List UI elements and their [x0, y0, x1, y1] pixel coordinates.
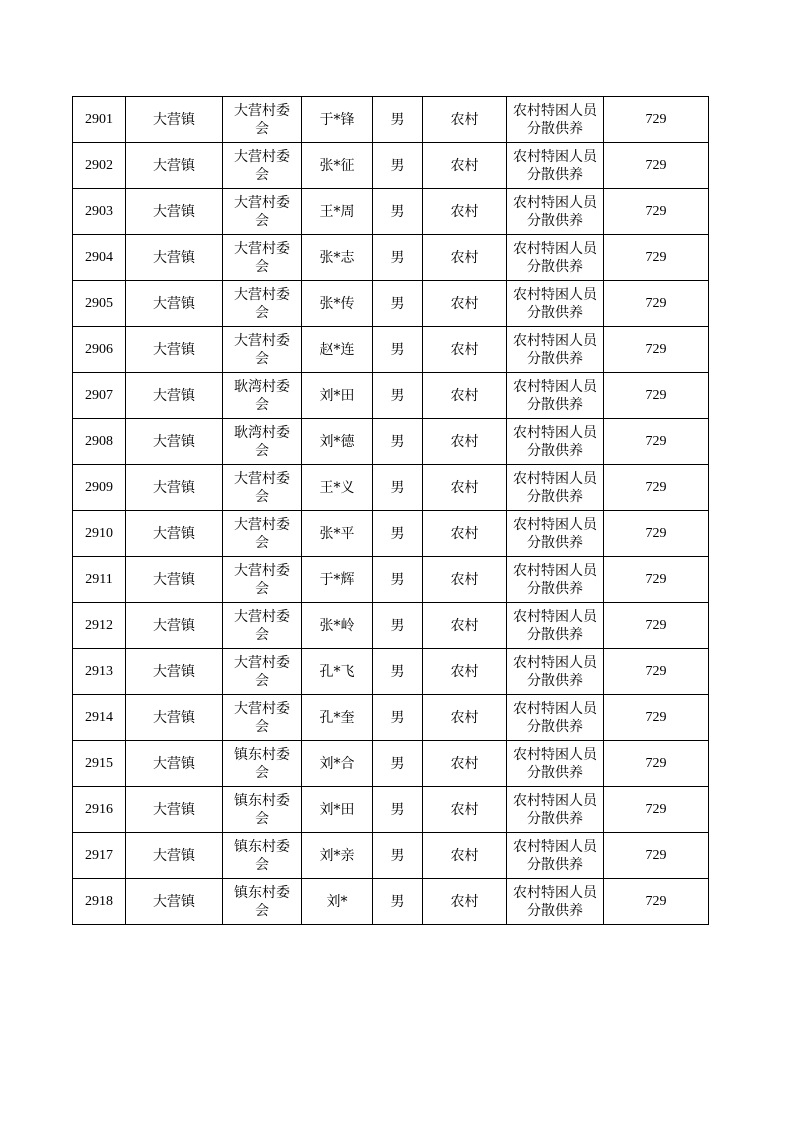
- person-name-cell: 张*平: [302, 511, 373, 557]
- person-name-cell: 刘*: [302, 879, 373, 925]
- person-name-cell: 王*周: [302, 189, 373, 235]
- area-type-cell: 农村: [423, 143, 507, 189]
- table-row: [73, 373, 709, 419]
- village-cell-text: 大营村委会: [234, 240, 290, 275]
- category-cell-text: 农村特困人员分散供养: [513, 608, 597, 643]
- amount-cell: 729: [604, 879, 709, 925]
- village-cell: [223, 511, 302, 557]
- table-row: [73, 419, 709, 465]
- category-cell: [507, 649, 604, 695]
- table-row: [73, 833, 709, 879]
- serial-number-cell: 2909: [73, 465, 126, 511]
- town-cell: 大营镇: [126, 189, 223, 235]
- town-cell: 大营镇: [126, 879, 223, 925]
- person-name-cell: 于*锋: [302, 97, 373, 143]
- town-cell: 大营镇: [126, 695, 223, 741]
- amount-cell: 729: [604, 787, 709, 833]
- village-cell: [223, 373, 302, 419]
- category-cell-text: 农村特困人员分散供养: [513, 424, 597, 459]
- village-cell-text: 大营村委会: [234, 562, 290, 597]
- gender-cell: 男: [373, 97, 423, 143]
- town-cell: 大营镇: [126, 741, 223, 787]
- serial-number-cell: 2903: [73, 189, 126, 235]
- gender-cell: 男: [373, 511, 423, 557]
- village-cell-text: 镇东村委会: [234, 884, 290, 919]
- village-cell-text: 镇东村委会: [234, 746, 290, 781]
- serial-number-cell: 2907: [73, 373, 126, 419]
- gender-cell: 男: [373, 557, 423, 603]
- amount-cell: 729: [604, 557, 709, 603]
- area-type-cell: 农村: [423, 557, 507, 603]
- town-cell: 大营镇: [126, 419, 223, 465]
- table-row: [73, 879, 709, 925]
- area-type-cell: 农村: [423, 327, 507, 373]
- table-row: [73, 327, 709, 373]
- serial-number-cell: 2917: [73, 833, 126, 879]
- person-name-cell: 刘*德: [302, 419, 373, 465]
- gender-cell: 男: [373, 833, 423, 879]
- village-cell: [223, 741, 302, 787]
- category-cell: [507, 97, 604, 143]
- serial-number-cell: 2908: [73, 419, 126, 465]
- gender-cell: 男: [373, 787, 423, 833]
- person-name-cell: 张*志: [302, 235, 373, 281]
- roster-table: [72, 96, 709, 925]
- village-cell: [223, 879, 302, 925]
- village-cell-text: 镇东村委会: [234, 792, 290, 827]
- category-cell: [507, 603, 604, 649]
- person-name-cell: 张*传: [302, 281, 373, 327]
- area-type-cell: 农村: [423, 511, 507, 557]
- person-name-cell: 孔*飞: [302, 649, 373, 695]
- village-cell: [223, 833, 302, 879]
- gender-cell: 男: [373, 327, 423, 373]
- table-row: [73, 465, 709, 511]
- serial-number-cell: 2916: [73, 787, 126, 833]
- amount-cell: 729: [604, 833, 709, 879]
- village-cell-text: 镇东村委会: [234, 838, 290, 873]
- table-row: [73, 741, 709, 787]
- person-name-cell: 孔*奎: [302, 695, 373, 741]
- category-cell: [507, 373, 604, 419]
- category-cell: [507, 465, 604, 511]
- serial-number-cell: 2905: [73, 281, 126, 327]
- village-cell-text: 耿湾村委会: [234, 378, 290, 413]
- village-cell-text: 大营村委会: [234, 102, 290, 137]
- gender-cell: 男: [373, 603, 423, 649]
- town-cell: 大营镇: [126, 143, 223, 189]
- area-type-cell: 农村: [423, 281, 507, 327]
- area-type-cell: 农村: [423, 649, 507, 695]
- area-type-cell: 农村: [423, 695, 507, 741]
- village-cell: [223, 189, 302, 235]
- serial-number-cell: 2913: [73, 649, 126, 695]
- gender-cell: 男: [373, 465, 423, 511]
- category-cell-text: 农村特困人员分散供养: [513, 102, 597, 137]
- table-row: [73, 603, 709, 649]
- roster-body: [73, 97, 709, 925]
- serial-number-cell: 2911: [73, 557, 126, 603]
- town-cell: 大营镇: [126, 235, 223, 281]
- serial-number-cell: 2901: [73, 97, 126, 143]
- gender-cell: 男: [373, 281, 423, 327]
- area-type-cell: 农村: [423, 465, 507, 511]
- area-type-cell: 农村: [423, 787, 507, 833]
- serial-number-cell: 2910: [73, 511, 126, 557]
- village-cell-text: 大营村委会: [234, 332, 290, 367]
- area-type-cell: 农村: [423, 373, 507, 419]
- town-cell: 大营镇: [126, 557, 223, 603]
- person-name-cell: 张*岭: [302, 603, 373, 649]
- amount-cell: 729: [604, 741, 709, 787]
- serial-number-cell: 2918: [73, 879, 126, 925]
- serial-number-cell: 2902: [73, 143, 126, 189]
- village-cell-text: 耿湾村委会: [234, 424, 290, 459]
- person-name-cell: 赵*连: [302, 327, 373, 373]
- table-row: [73, 511, 709, 557]
- area-type-cell: 农村: [423, 97, 507, 143]
- amount-cell: 729: [604, 603, 709, 649]
- town-cell: 大营镇: [126, 833, 223, 879]
- area-type-cell: 农村: [423, 741, 507, 787]
- category-cell-text: 农村特困人员分散供养: [513, 654, 597, 689]
- area-type-cell: 农村: [423, 419, 507, 465]
- village-cell: [223, 557, 302, 603]
- village-cell-text: 大营村委会: [234, 700, 290, 735]
- person-name-cell: 刘*田: [302, 787, 373, 833]
- category-cell-text: 农村特困人员分散供养: [513, 884, 597, 919]
- category-cell-text: 农村特困人员分散供养: [513, 332, 597, 367]
- gender-cell: 男: [373, 143, 423, 189]
- town-cell: 大营镇: [126, 511, 223, 557]
- person-name-cell: 于*辉: [302, 557, 373, 603]
- town-cell: 大营镇: [126, 281, 223, 327]
- category-cell: [507, 879, 604, 925]
- village-cell: [223, 787, 302, 833]
- area-type-cell: 农村: [423, 879, 507, 925]
- gender-cell: 男: [373, 419, 423, 465]
- category-cell: [507, 833, 604, 879]
- category-cell: [507, 557, 604, 603]
- category-cell-text: 农村特困人员分散供养: [513, 792, 597, 827]
- village-cell: [223, 603, 302, 649]
- gender-cell: 男: [373, 235, 423, 281]
- table-row: [73, 695, 709, 741]
- table-row: [73, 143, 709, 189]
- village-cell-text: 大营村委会: [234, 516, 290, 551]
- table-row: [73, 189, 709, 235]
- category-cell: [507, 327, 604, 373]
- town-cell: 大营镇: [126, 787, 223, 833]
- category-cell: [507, 189, 604, 235]
- category-cell-text: 农村特困人员分散供养: [513, 148, 597, 183]
- gender-cell: 男: [373, 879, 423, 925]
- town-cell: 大营镇: [126, 465, 223, 511]
- category-cell-text: 农村特困人员分散供养: [513, 470, 597, 505]
- category-cell-text: 农村特困人员分散供养: [513, 700, 597, 735]
- table-row: [73, 557, 709, 603]
- amount-cell: 729: [604, 235, 709, 281]
- category-cell: [507, 143, 604, 189]
- amount-cell: 729: [604, 511, 709, 557]
- category-cell-text: 农村特困人员分散供养: [513, 562, 597, 597]
- village-cell-text: 大营村委会: [234, 286, 290, 321]
- gender-cell: 男: [373, 695, 423, 741]
- gender-cell: 男: [373, 189, 423, 235]
- category-cell: [507, 419, 604, 465]
- town-cell: 大营镇: [126, 649, 223, 695]
- category-cell: [507, 511, 604, 557]
- amount-cell: 729: [604, 695, 709, 741]
- person-name-cell: 王*义: [302, 465, 373, 511]
- serial-number-cell: 2904: [73, 235, 126, 281]
- table-row: [73, 97, 709, 143]
- gender-cell: 男: [373, 741, 423, 787]
- serial-number-cell: 2915: [73, 741, 126, 787]
- amount-cell: 729: [604, 373, 709, 419]
- town-cell: 大营镇: [126, 97, 223, 143]
- village-cell: [223, 465, 302, 511]
- amount-cell: 729: [604, 97, 709, 143]
- town-cell: 大营镇: [126, 603, 223, 649]
- table-row: [73, 281, 709, 327]
- village-cell: [223, 695, 302, 741]
- amount-cell: 729: [604, 189, 709, 235]
- gender-cell: 男: [373, 373, 423, 419]
- village-cell: [223, 419, 302, 465]
- category-cell-text: 农村特困人员分散供养: [513, 516, 597, 551]
- village-cell: [223, 143, 302, 189]
- village-cell-text: 大营村委会: [234, 194, 290, 229]
- gender-cell: 男: [373, 649, 423, 695]
- category-cell-text: 农村特困人员分散供养: [513, 838, 597, 873]
- category-cell-text: 农村特困人员分散供养: [513, 746, 597, 781]
- category-cell-text: 农村特困人员分散供养: [513, 194, 597, 229]
- serial-number-cell: 2912: [73, 603, 126, 649]
- amount-cell: 729: [604, 465, 709, 511]
- category-cell: [507, 787, 604, 833]
- table-row: [73, 649, 709, 695]
- village-cell: [223, 235, 302, 281]
- category-cell: [507, 741, 604, 787]
- serial-number-cell: 2914: [73, 695, 126, 741]
- village-cell-text: 大营村委会: [234, 654, 290, 689]
- person-name-cell: 刘*田: [302, 373, 373, 419]
- amount-cell: 729: [604, 327, 709, 373]
- area-type-cell: 农村: [423, 235, 507, 281]
- table-row: [73, 787, 709, 833]
- serial-number-cell: 2906: [73, 327, 126, 373]
- village-cell: [223, 281, 302, 327]
- category-cell: [507, 281, 604, 327]
- area-type-cell: 农村: [423, 189, 507, 235]
- village-cell: [223, 327, 302, 373]
- category-cell-text: 农村特困人员分散供养: [513, 286, 597, 321]
- category-cell: [507, 235, 604, 281]
- person-name-cell: 张*征: [302, 143, 373, 189]
- village-cell: [223, 649, 302, 695]
- amount-cell: 729: [604, 649, 709, 695]
- town-cell: 大营镇: [126, 373, 223, 419]
- village-cell-text: 大营村委会: [234, 470, 290, 505]
- person-name-cell: 刘*亲: [302, 833, 373, 879]
- amount-cell: 729: [604, 419, 709, 465]
- area-type-cell: 农村: [423, 603, 507, 649]
- village-cell-text: 大营村委会: [234, 148, 290, 183]
- village-cell-text: 大营村委会: [234, 608, 290, 643]
- category-cell: [507, 695, 604, 741]
- area-type-cell: 农村: [423, 833, 507, 879]
- table-row: [73, 235, 709, 281]
- person-name-cell: 刘*合: [302, 741, 373, 787]
- category-cell-text: 农村特困人员分散供养: [513, 240, 597, 275]
- amount-cell: 729: [604, 143, 709, 189]
- town-cell: 大营镇: [126, 327, 223, 373]
- amount-cell: 729: [604, 281, 709, 327]
- category-cell-text: 农村特困人员分散供养: [513, 378, 597, 413]
- village-cell: [223, 97, 302, 143]
